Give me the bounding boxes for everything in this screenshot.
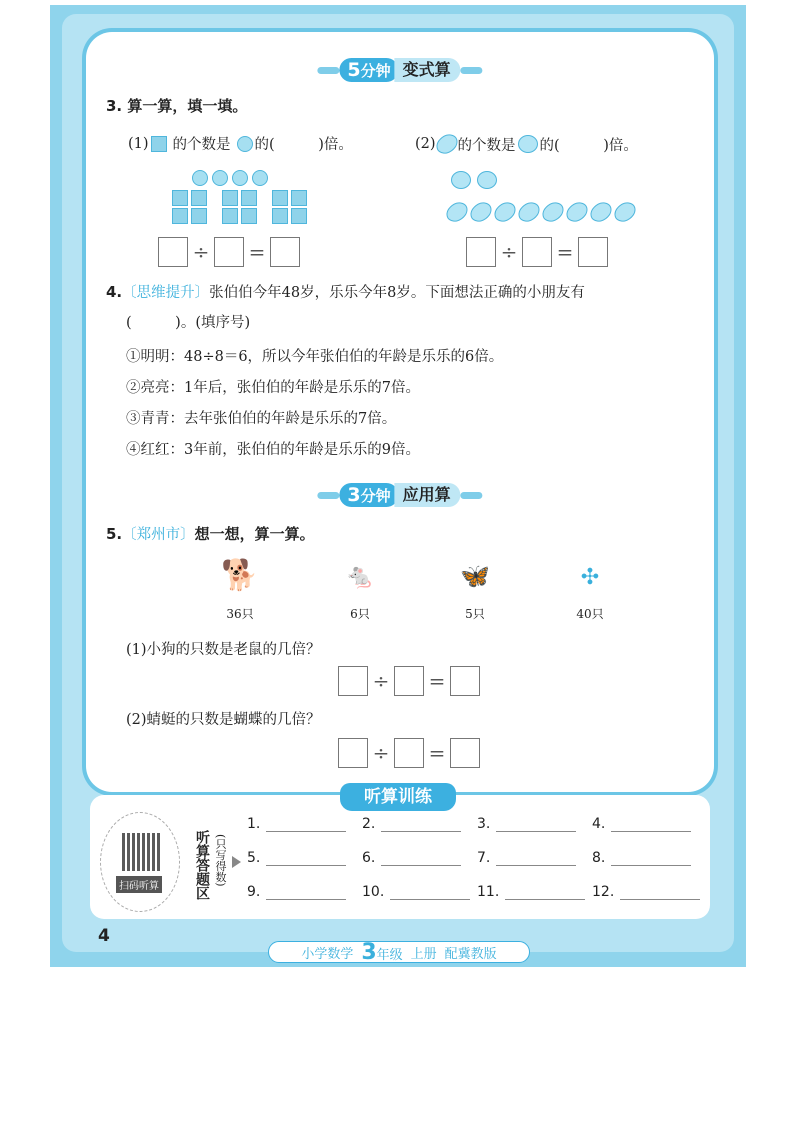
- slot-number: 4.: [592, 816, 606, 832]
- circle-icon: [192, 170, 208, 186]
- dog-count: 36只: [226, 607, 254, 621]
- section-title: 变式算: [395, 58, 461, 82]
- answer-slot: [477, 850, 592, 866]
- answer-slot: [477, 884, 592, 900]
- circles-group: [192, 170, 268, 186]
- page-number: 4: [98, 926, 110, 946]
- answer-line[interactable]: [266, 820, 346, 832]
- answer-box[interactable]: [578, 237, 608, 267]
- section-header-5min: [317, 58, 482, 82]
- time-pill: [339, 58, 398, 82]
- slot-number: 9.: [247, 884, 261, 900]
- q3-part2: [415, 133, 638, 155]
- question-tag: 〔思维提升〕: [122, 285, 210, 301]
- question-number: 5.: [106, 525, 123, 543]
- square-icon: [222, 190, 238, 206]
- slot-number: 12.: [592, 884, 615, 900]
- answer-slot: [247, 850, 362, 866]
- answer-blank-line[interactable]: ( )。(填序号): [126, 315, 251, 331]
- question-text: 想一想，算一算。: [194, 525, 315, 543]
- equals-sign: =: [248, 240, 266, 264]
- answer-area-label: 听算答题区: [194, 830, 210, 900]
- eggplant-icon: [433, 130, 460, 158]
- question-3-title: 3. 算一算，填一填。: [106, 97, 248, 115]
- divide-sign: ÷: [372, 669, 390, 693]
- part-text: 的( )倍。: [539, 137, 638, 154]
- square-icon: [241, 208, 257, 224]
- part-num: (1): [128, 135, 149, 152]
- squares-group: [172, 190, 308, 224]
- time-pill: [339, 483, 398, 507]
- eggplants-group: [448, 201, 634, 223]
- apple-icon: [477, 171, 497, 189]
- slot-number: 2.: [362, 816, 376, 832]
- slot-number: 11.: [477, 884, 500, 900]
- slot-number: 3.: [477, 816, 491, 832]
- square-icon: [241, 190, 257, 206]
- answer-slot: [592, 884, 707, 900]
- square-icon: [272, 208, 288, 224]
- qr-label: 扫码听算: [116, 876, 162, 893]
- edition: 配冀教版: [444, 946, 497, 962]
- question-text: 张伯伯今年48岁，乐乐今年8岁。下面想法正确的小朋友有: [209, 285, 585, 301]
- answer-box[interactable]: [450, 738, 480, 768]
- answer-box[interactable]: [394, 738, 424, 768]
- question-tag: 〔郑州市〕: [122, 527, 195, 543]
- dog-icon: 🐕: [221, 558, 259, 593]
- square-icon: [191, 208, 207, 224]
- square-icon: [291, 190, 307, 206]
- section-header-3min: [317, 483, 482, 507]
- header-line: [461, 67, 483, 74]
- equals-sign: =: [428, 669, 446, 693]
- answer-slot: [362, 884, 477, 900]
- circle-icon: [212, 170, 228, 186]
- answer-line[interactable]: [505, 888, 585, 900]
- answer-line[interactable]: [620, 888, 700, 900]
- mouse-count: 6只: [350, 607, 370, 621]
- square-icon: [172, 208, 188, 224]
- answer-area-note: (只写得数): [214, 834, 227, 887]
- answer-slot: [592, 816, 707, 832]
- answer-box[interactable]: [338, 738, 368, 768]
- answer-slot: [247, 884, 362, 900]
- time-unit: 分钟: [360, 62, 391, 80]
- slot-number: 7.: [477, 850, 491, 866]
- equation-q3-2: [466, 237, 608, 267]
- equals-sign: =: [556, 240, 574, 264]
- circle-icon: [252, 170, 268, 186]
- option-4: ④红红：3年前，张伯伯的年龄是乐乐的9倍。: [126, 442, 420, 458]
- question-5: [106, 523, 315, 544]
- answer-line[interactable]: [611, 820, 691, 832]
- eggplant-icon: [467, 198, 494, 226]
- time-value: 3: [347, 484, 361, 506]
- grade-number: 3: [361, 939, 377, 965]
- apple-icon: [518, 135, 538, 153]
- butterfly-count: 5只: [465, 607, 485, 621]
- slot-number: 8.: [592, 850, 606, 866]
- mouse-icon: 🐁: [345, 562, 375, 590]
- answer-slots: [247, 816, 707, 900]
- time-unit: 分钟: [360, 487, 391, 505]
- answer-slot: [362, 816, 477, 832]
- square-icon: [291, 208, 307, 224]
- answer-box[interactable]: [394, 666, 424, 696]
- eggplant-icon: [491, 198, 518, 226]
- slot-number: 10.: [362, 884, 385, 900]
- equals-sign: =: [428, 741, 446, 765]
- answer-line[interactable]: [611, 854, 691, 866]
- circle-icon: [232, 170, 248, 186]
- eggplant-icon: [443, 198, 470, 226]
- butterfly-icon: 🦋: [460, 562, 490, 590]
- answer-box[interactable]: [158, 237, 188, 267]
- equation-q5-2: [338, 738, 480, 768]
- arrow-right-icon: [232, 856, 241, 868]
- option-3: ③青青：去年张伯伯的年龄是乐乐的7倍。: [126, 411, 397, 427]
- divide-sign: ÷: [372, 741, 390, 765]
- answer-slot: [362, 850, 477, 866]
- answer-line[interactable]: [496, 820, 576, 832]
- answer-line[interactable]: [266, 888, 346, 900]
- answer-box[interactable]: [214, 237, 244, 267]
- square-icon: [191, 190, 207, 206]
- listening-title: 听算训练: [340, 783, 456, 811]
- answer-box[interactable]: [338, 666, 368, 696]
- sub-question-2: (2)蜻蜓的只数是蝴蝶的几倍？: [126, 712, 321, 728]
- header-line: [461, 492, 483, 499]
- q3-part1: [128, 133, 353, 154]
- square-icon: [222, 208, 238, 224]
- question-number: 4.: [106, 283, 123, 301]
- answer-line[interactable]: [381, 854, 461, 866]
- equation-q3-1: [158, 237, 300, 267]
- header-line: [317, 492, 339, 499]
- answer-line[interactable]: [496, 854, 576, 866]
- qr-code-icon[interactable]: [122, 833, 160, 871]
- divide-sign: ÷: [192, 240, 210, 264]
- eggplant-icon: [515, 198, 542, 226]
- section-title: 应用算: [395, 483, 461, 507]
- part-num: (2): [415, 136, 436, 152]
- question-4: [106, 281, 585, 302]
- volume: 上册: [410, 946, 437, 962]
- answer-box[interactable]: [450, 666, 480, 696]
- eggplant-icon: [563, 198, 590, 226]
- option-2: ②亮亮：1年后，张伯伯的年龄是乐乐的7倍。: [126, 380, 420, 396]
- answer-slot: [477, 816, 592, 832]
- circle-icon: [237, 136, 253, 152]
- part-text: 的个数是: [172, 137, 231, 153]
- eggplant-icon: [587, 198, 614, 226]
- square-icon: [151, 136, 167, 152]
- header-line: [317, 67, 339, 74]
- answer-box[interactable]: [466, 237, 496, 267]
- dragonfly-icon: ✣: [580, 565, 600, 590]
- answer-box[interactable]: [522, 237, 552, 267]
- book-info: [268, 941, 530, 963]
- answer-line[interactable]: [266, 854, 346, 866]
- answer-box[interactable]: [270, 237, 300, 267]
- answer-line[interactable]: [381, 820, 461, 832]
- answer-slot: [592, 850, 707, 866]
- slot-number: 6.: [362, 850, 376, 866]
- slot-number: 1.: [247, 816, 261, 832]
- answer-line[interactable]: [390, 888, 470, 900]
- part-text: 的个数是: [457, 137, 516, 154]
- sub-question-1: (1)小狗的只数是老鼠的几倍？: [126, 642, 321, 658]
- divide-sign: ÷: [500, 240, 518, 264]
- square-icon: [272, 190, 288, 206]
- answer-slot: [247, 816, 362, 832]
- equation-q5-1: [338, 666, 480, 696]
- subject: 小学数学: [301, 946, 354, 962]
- dragonfly-count: 40只: [576, 607, 604, 621]
- slot-number: 5.: [247, 850, 261, 866]
- apple-icon: [451, 171, 471, 189]
- option-1: ①明明：48÷8＝6，所以今年张伯伯的年龄是乐乐的6倍。: [126, 349, 504, 365]
- eggplant-icon: [539, 198, 566, 226]
- part-text: 的( )倍。: [254, 137, 353, 153]
- apples-group: [451, 171, 497, 189]
- square-icon: [172, 190, 188, 206]
- time-value: 5: [347, 59, 361, 81]
- grade-label: 年级: [376, 947, 403, 963]
